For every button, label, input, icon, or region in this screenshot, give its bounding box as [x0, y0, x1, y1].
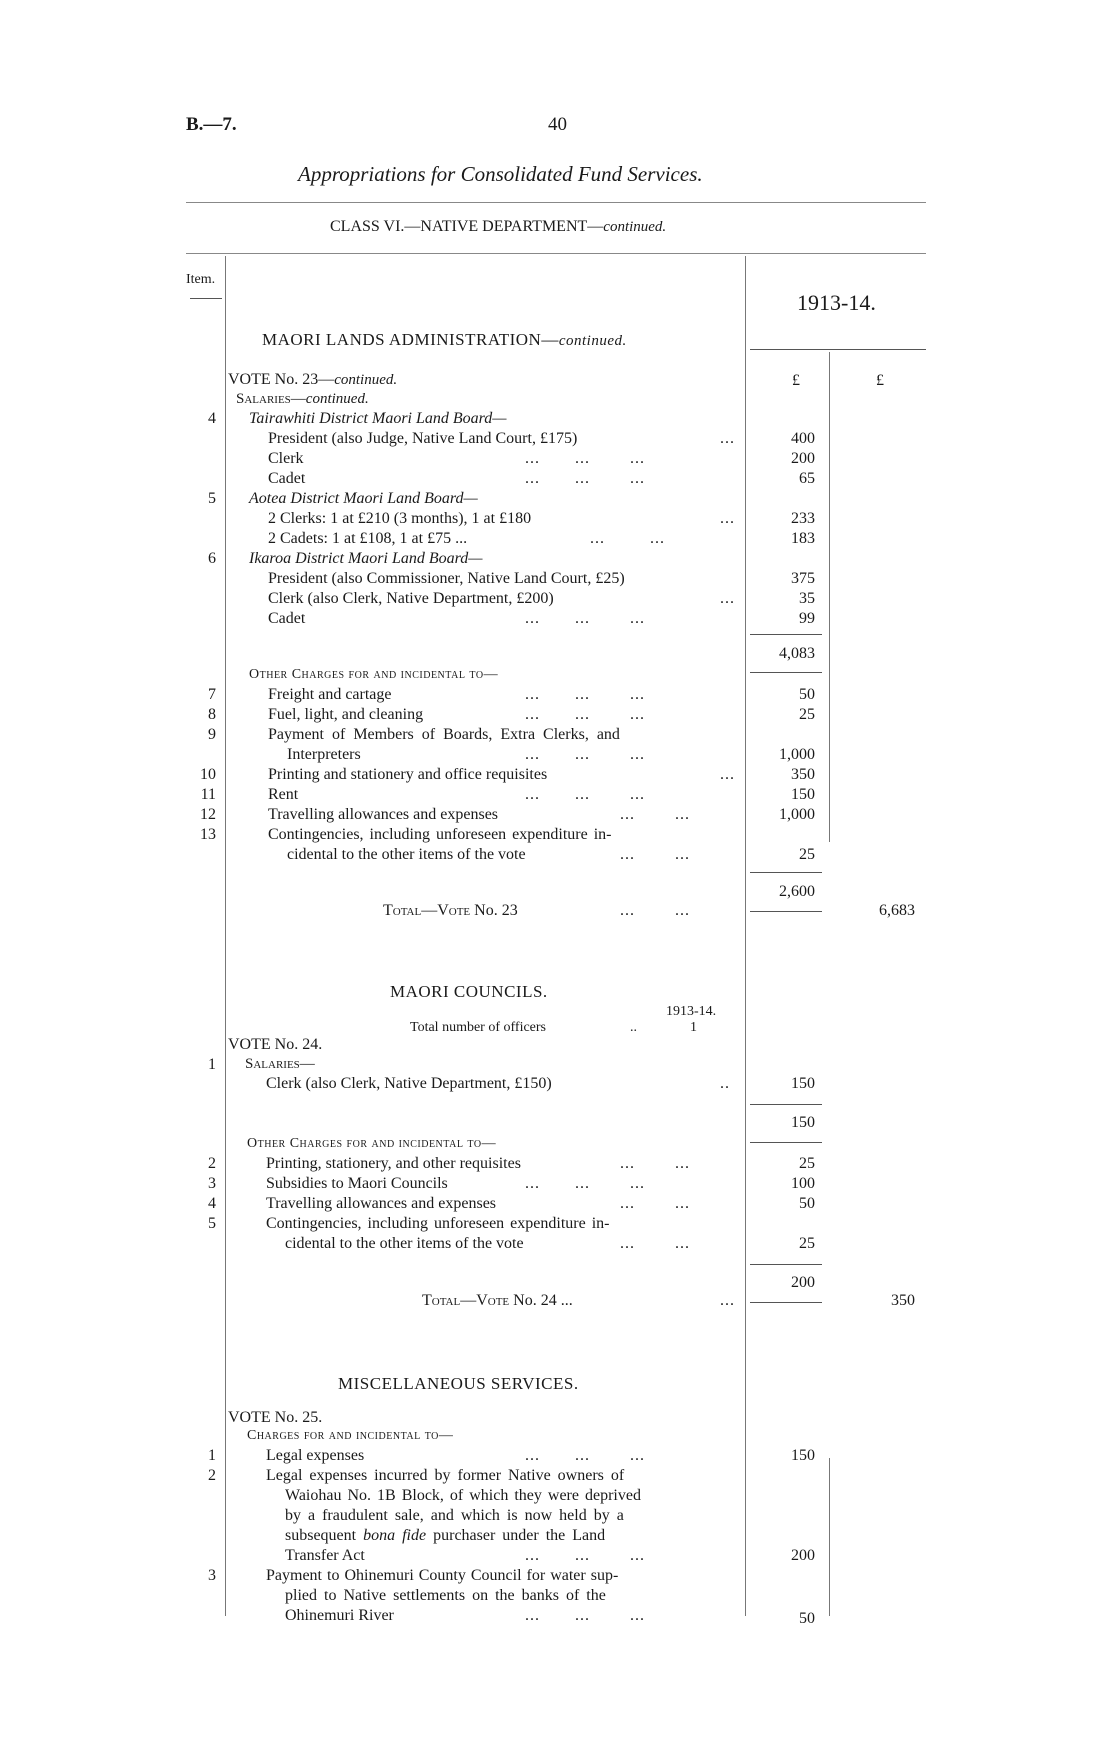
- vote-24-total: 350: [891, 1292, 915, 1309]
- line-label: Printing, stationery, and other requisites: [266, 1155, 521, 1172]
- vote-23-total-label: [383, 902, 518, 920]
- subtotal-rule: [750, 1142, 822, 1143]
- item-number: 5: [208, 490, 216, 507]
- line-label-continued: by a fraudulent sale, and which is now held by a: [285, 1507, 624, 1524]
- vote-24-heading: VOTE No. 24.: [228, 1036, 323, 1053]
- item-number: 11: [200, 786, 216, 803]
- total-vote-number: No. 23: [474, 902, 518, 919]
- line-label-continued: Waiohau No. 1B Block, of which they were deprived: [285, 1487, 641, 1504]
- line-label: Cadet: [268, 470, 306, 487]
- line-amount: 99: [799, 610, 815, 627]
- salaries-subtotal: 150: [791, 1114, 815, 1131]
- line-label: Contingencies, including unforeseen expenditure in-: [266, 1215, 610, 1232]
- line-label: 2 Clerks: 1 at £210 (3 months), 1 at £180: [268, 510, 532, 527]
- leader-dots: ...: [720, 590, 735, 607]
- vote-23-total: 6,683: [879, 902, 915, 919]
- line-label-continued: Transfer Act: [285, 1547, 365, 1564]
- line-amount: 25: [799, 1155, 815, 1172]
- leader-dots: ... ...: [620, 806, 690, 823]
- line-label: Clerk (also Clerk, Native Department, £150): [266, 1075, 552, 1092]
- line-label: Travelling allowances and expenses: [266, 1195, 497, 1212]
- total-vote-label: Total—Vote: [383, 902, 471, 919]
- class-heading-text: CLASS VI.—NATIVE DEPARTMENT—: [330, 218, 604, 235]
- board-name: Ikaroa District Maori Land Board—: [249, 550, 483, 567]
- item-number: 1: [208, 1056, 216, 1073]
- salaries-heading: Salaries—: [245, 1056, 315, 1072]
- pound-sign-2: £: [876, 372, 884, 389]
- item-number: 7: [208, 686, 216, 703]
- title-rule: [186, 202, 926, 203]
- leader-dots: ... ...: [620, 902, 690, 919]
- leader-dots: ... ... ...: [525, 1447, 645, 1464]
- pound-sign-1: £: [792, 372, 800, 389]
- line-amount: 25: [799, 706, 815, 723]
- item-number: 12: [200, 806, 216, 823]
- officers-count: 1: [690, 1020, 697, 1035]
- line-label: 2 Cadets: 1 at £108, 1 at £75 ...: [268, 530, 468, 547]
- other-charges-subtotal: 2,600: [779, 883, 815, 900]
- leader-dots: ... ... ...: [525, 1547, 645, 1564]
- line-label-continued: plied to Native settlements on the banks of the: [285, 1587, 606, 1604]
- vote-23-continued: continued.: [334, 372, 398, 388]
- board-name: Tairawhiti District Maori Land Board—: [249, 410, 507, 427]
- class-heading-continued: continued.: [603, 219, 667, 235]
- item-column-rule: [225, 256, 226, 1616]
- other-charges-subtotal: 200: [791, 1274, 815, 1291]
- line-label: Payment to Ohinemuri County Council for water sup-: [266, 1567, 619, 1584]
- line-amount: 150: [791, 1075, 815, 1092]
- leader-dots: ... ...: [590, 530, 665, 547]
- officers-year: 1913-14.: [666, 1004, 717, 1019]
- leader-dots: ... ...: [620, 1235, 690, 1252]
- salaries-continued: continued.: [305, 391, 369, 407]
- year-header-rule: [750, 349, 926, 350]
- leader-dots: ... ...: [620, 846, 690, 863]
- line-label: Contingencies, including unforeseen expenditure in-: [268, 826, 612, 843]
- leader-dots: ... ... ...: [525, 450, 645, 467]
- line-label-continued: [285, 1527, 605, 1545]
- line-amount: 100: [791, 1175, 815, 1192]
- leader-dots: ... ... ...: [525, 1175, 645, 1192]
- line-label: President (also Judge, Native Land Court, £175): [268, 430, 578, 447]
- line-label: Rent: [268, 786, 299, 803]
- item-number: 10: [200, 766, 216, 783]
- item-number: 4: [208, 410, 216, 427]
- vote-24-total-label: [422, 1292, 573, 1310]
- line-label-continued: cidental to the other items of the vote: [287, 846, 526, 863]
- line-label: Clerk: [268, 450, 304, 467]
- subtotal-rule: [750, 1104, 822, 1105]
- total-column-rule-2: [829, 1458, 830, 1616]
- line-amount: 50: [799, 686, 815, 703]
- leader-dots: ...: [720, 1292, 735, 1309]
- line-label: Payment of Members of Boards, Extra Clerks, and: [268, 726, 620, 743]
- item-number: 2: [208, 1467, 216, 1484]
- total-vote-label: Total—Vote: [422, 1292, 510, 1309]
- line-label: President (also Commissioner, Native Land Court, £25): [268, 570, 625, 587]
- item-number: 3: [208, 1175, 216, 1192]
- leader-dots: ... ...: [620, 1155, 690, 1172]
- leader-dots: ... ... ...: [525, 470, 645, 487]
- leader-dots: ...: [720, 430, 735, 447]
- line-label: Printing and stationery and office requisites: [268, 766, 548, 783]
- text-segment-italic: bona fide: [363, 1527, 427, 1544]
- line-amount: 35: [799, 590, 815, 607]
- total-vote-number: No. 24 ...: [513, 1292, 573, 1309]
- line-label: Subsidies to Maori Councils: [266, 1175, 448, 1192]
- leader-dots: ...: [720, 510, 735, 527]
- leader-dots: ... ... ...: [525, 786, 645, 803]
- line-amount: 25: [799, 846, 815, 863]
- section-maori-lands-continued: continued.: [558, 333, 627, 349]
- vote-25-heading: VOTE No. 25.: [228, 1409, 323, 1426]
- line-amount: 350: [791, 766, 815, 783]
- charges-heading: Charges for and incidental to—: [247, 1428, 454, 1443]
- section-misc-services-title: MISCELLANEOUS SERVICES.: [338, 1374, 579, 1393]
- line-amount: 375: [791, 570, 815, 587]
- line-amount: 200: [791, 450, 815, 467]
- line-label: Clerk (also Clerk, Native Department, £200): [268, 590, 554, 607]
- subtotal-rule: [750, 872, 822, 873]
- vote-23-heading: [228, 371, 397, 389]
- item-header-rule: [190, 298, 222, 299]
- board-name: Aotea District Maori Land Board—: [249, 490, 478, 507]
- item-number: 4: [208, 1195, 216, 1212]
- line-amount: 150: [791, 786, 815, 803]
- section-maori-lands-title: [262, 330, 627, 350]
- line-label: Fuel, light, and cleaning: [268, 706, 424, 723]
- other-charges-heading: Other Charges for and incidental to—: [247, 1136, 497, 1151]
- total-column-rule-1: [829, 352, 830, 842]
- item-number: 3: [208, 1567, 216, 1584]
- leader-dots: ..: [720, 1075, 730, 1092]
- line-amount: 183: [791, 530, 815, 547]
- subtotal-rule: [750, 1264, 822, 1265]
- line-label-continued: Ohinemuri River: [285, 1607, 394, 1624]
- subtotal-rule: [750, 911, 822, 912]
- section-maori-councils-title: MAORI COUNCILS.: [390, 982, 548, 1001]
- line-amount: 200: [791, 1547, 815, 1564]
- line-amount: 65: [799, 470, 815, 487]
- vote-23-label: VOTE No. 23—: [228, 371, 335, 388]
- text-segment: subsequent: [285, 1527, 357, 1544]
- leader-dots: ... ... ...: [525, 686, 645, 703]
- year-column-header: 1913-14.: [797, 290, 876, 315]
- line-amount: 400: [791, 430, 815, 447]
- item-number: 5: [208, 1215, 216, 1232]
- item-column-header: Item.: [186, 272, 216, 287]
- leader-dots: ..: [630, 1020, 637, 1035]
- text-segment: purchaser under the Land: [433, 1527, 606, 1544]
- line-amount: 50: [799, 1610, 815, 1627]
- class-heading: [330, 218, 666, 236]
- line-label: Travelling allowances and expenses: [268, 806, 499, 823]
- item-number: 2: [208, 1155, 216, 1172]
- line-label-continued: Interpreters: [287, 746, 361, 763]
- line-amount: 150: [791, 1447, 815, 1464]
- line-amount: 1,000: [779, 746, 815, 763]
- line-label: Freight and cartage: [268, 686, 392, 703]
- subtotal-rule: [750, 634, 822, 635]
- leader-dots: ... ...: [620, 1195, 690, 1212]
- item-number: 13: [200, 826, 216, 843]
- salaries-label: Salaries—: [236, 391, 306, 407]
- item-number: 8: [208, 706, 216, 723]
- item-number: 6: [208, 550, 216, 567]
- section-maori-lands-name: MAORI LANDS ADMINISTRATION—: [262, 330, 559, 349]
- amount-column-rule: [745, 256, 746, 1616]
- line-amount: 25: [799, 1235, 815, 1252]
- line-amount: 233: [791, 510, 815, 527]
- line-label: Cadet: [268, 610, 306, 627]
- leader-dots: ... ... ...: [525, 1607, 645, 1624]
- leader-dots: ... ... ...: [525, 610, 645, 627]
- line-amount: 1,000: [779, 806, 815, 823]
- subtotal-rule: [750, 672, 822, 673]
- page-number: 40: [548, 114, 567, 135]
- document-reference: B.—7.: [186, 114, 237, 135]
- salaries-heading: [236, 391, 369, 408]
- officers-label: Total number of officers: [410, 1020, 546, 1035]
- item-number: 1: [208, 1447, 216, 1464]
- line-amount: 50: [799, 1195, 815, 1212]
- item-number: 9: [208, 726, 216, 743]
- table-top-rule: [186, 253, 926, 254]
- subtotal-rule: [750, 1302, 822, 1303]
- leader-dots: ... ... ...: [525, 746, 645, 763]
- page-title: Appropriations for Consolidated Fund Services.: [298, 162, 703, 186]
- line-label: Legal expenses incurred by former Native owners of: [266, 1467, 625, 1484]
- leader-dots: ...: [720, 766, 735, 783]
- leader-dots: ... ... ...: [525, 706, 645, 723]
- line-label: Legal expenses: [266, 1447, 365, 1464]
- line-label-continued: cidental to the other items of the vote: [285, 1235, 524, 1252]
- other-charges-heading: Other Charges for and incidental to—: [249, 667, 499, 682]
- salaries-subtotal: 4,083: [779, 645, 815, 662]
